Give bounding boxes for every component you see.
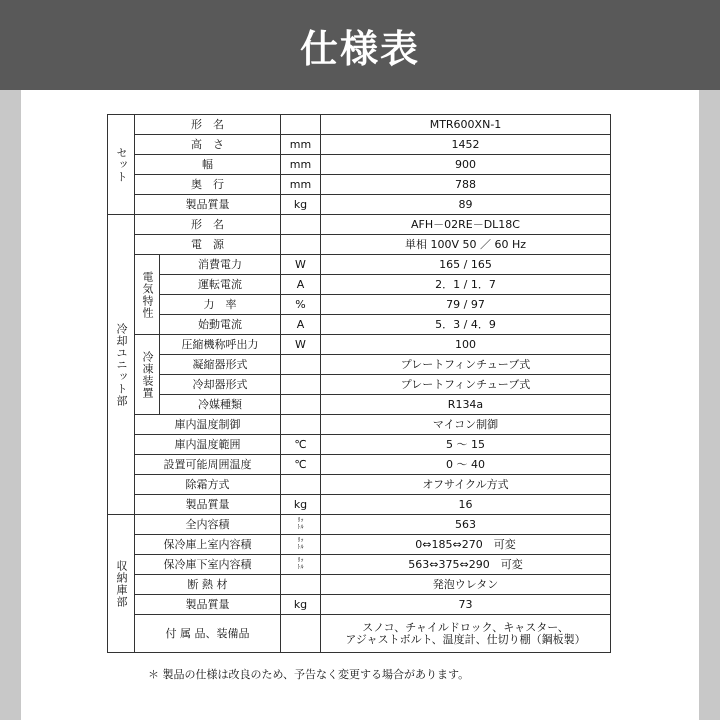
spec-table <box>107 114 611 653</box>
table-row <box>108 175 611 195</box>
row-value: 単相 100V 50 ／ 60 Hz <box>321 235 611 255</box>
table-row <box>108 455 611 475</box>
row-value: プレートフィンチューブ式 <box>321 375 611 395</box>
row-value: 165 / 165 <box>321 255 611 275</box>
row-value: マイコン制御 <box>321 415 611 435</box>
row-label: 高 さ <box>135 135 281 155</box>
table-row <box>108 135 611 155</box>
table-row <box>108 535 611 555</box>
row-value: R134a <box>321 395 611 415</box>
row-unit: A <box>281 275 321 295</box>
row-value: オフサイクル方式 <box>321 475 611 495</box>
row-unit <box>281 395 321 415</box>
row-value: 563⇔375⇔290 可変 <box>321 555 611 575</box>
row-unit: ℃ <box>281 455 321 475</box>
row-label: 始動電流 <box>160 315 281 335</box>
row-label: 庫内温度範囲 <box>135 435 281 455</box>
row-label: 冷却器形式 <box>160 375 281 395</box>
row-value: 100 <box>321 335 611 355</box>
row-value: 0⇔185⇔270 可変 <box>321 535 611 555</box>
row-label: 幅 <box>135 155 281 175</box>
row-value: 788 <box>321 175 611 195</box>
row-label: 形 名 <box>135 115 281 135</box>
table-row <box>108 495 611 515</box>
row-value: 563 <box>321 515 611 535</box>
row-label: 力 率 <box>160 295 281 315</box>
row-value: AFH－02RE－DL18C <box>321 215 611 235</box>
row-unit <box>281 215 321 235</box>
table-row <box>108 315 611 335</box>
table-row <box>108 235 611 255</box>
table-row <box>108 335 611 355</box>
table-row <box>108 615 611 653</box>
row-unit <box>281 515 321 535</box>
table-row <box>108 195 611 215</box>
row-unit <box>281 615 321 653</box>
row-label: 保冷庫下室内容積 <box>135 555 281 575</box>
liter-unit: ﾘｯ ﾄﾙ <box>297 517 304 531</box>
row-label: 電 源 <box>135 235 281 255</box>
row-unit: % <box>281 295 321 315</box>
table-row <box>108 435 611 455</box>
table-row <box>108 395 611 415</box>
section-cooling-unit: 冷却ユニット部 <box>108 215 135 515</box>
table-row <box>108 355 611 375</box>
row-unit <box>281 575 321 595</box>
row-label: 断 熱 材 <box>135 575 281 595</box>
table-row <box>108 275 611 295</box>
title-banner <box>0 0 720 90</box>
row-label: 設置可能周囲温度 <box>135 455 281 475</box>
row-unit: mm <box>281 135 321 155</box>
row-label: 奥 行 <box>135 175 281 195</box>
row-value: MTR600XN-1 <box>321 115 611 135</box>
row-label: 付 属 品、装備品 <box>135 615 281 653</box>
row-value: 0 ～ 40 <box>321 455 611 475</box>
row-unit: mm <box>281 175 321 195</box>
footnote: ＊ 製品の仕様は改良のため、予告なく変更する場合があります。 <box>148 668 470 681</box>
row-unit <box>281 555 321 575</box>
row-value: 2．1 / 1．7 <box>321 275 611 295</box>
row-unit <box>281 475 321 495</box>
subsection-electrical: 電気特性 <box>135 255 160 335</box>
table-row <box>108 115 611 135</box>
page-title: 仕様表 <box>299 26 420 71</box>
row-value: プレートフィンチューブ式 <box>321 355 611 375</box>
table-row <box>108 515 611 535</box>
table-row <box>108 595 611 615</box>
table-row <box>108 155 611 175</box>
table-row <box>108 415 611 435</box>
table-row <box>108 575 611 595</box>
row-value: スノコ、チャイルドロック、キャスター、 アジャストボルト、温度計、仕切り棚（鋼板製） <box>321 615 611 653</box>
row-unit <box>281 355 321 375</box>
row-label: 製品質量 <box>135 195 281 215</box>
row-value: 79 / 97 <box>321 295 611 315</box>
row-value: 1452 <box>321 135 611 155</box>
row-unit <box>281 415 321 435</box>
row-label: 製品質量 <box>135 495 281 515</box>
row-unit: mm <box>281 155 321 175</box>
row-value: 16 <box>321 495 611 515</box>
row-label: 凝縮器形式 <box>160 355 281 375</box>
row-label: 形 名 <box>135 215 281 235</box>
row-unit: A <box>281 315 321 335</box>
row-label: 庫内温度制御 <box>135 415 281 435</box>
row-label: 冷媒種類 <box>160 395 281 415</box>
row-unit: kg <box>281 495 321 515</box>
row-value: 5．3 / 4．9 <box>321 315 611 335</box>
section-set: セット <box>108 115 135 215</box>
row-value: 発泡ウレタン <box>321 575 611 595</box>
row-label: 保冷庫上室内容積 <box>135 535 281 555</box>
row-unit: kg <box>281 195 321 215</box>
liter-unit: ﾘｯ ﾄﾙ <box>297 557 304 571</box>
row-label: 全内容積 <box>135 515 281 535</box>
table-row <box>108 375 611 395</box>
section-storage: 収納庫部 <box>108 515 135 653</box>
row-unit: kg <box>281 595 321 615</box>
table-row <box>108 215 611 235</box>
subsection-refrigeration: 冷凍装置 <box>135 335 160 415</box>
row-value: 900 <box>321 155 611 175</box>
table-row <box>108 555 611 575</box>
row-unit <box>281 375 321 395</box>
row-unit <box>281 535 321 555</box>
row-label: 製品質量 <box>135 595 281 615</box>
row-unit <box>281 235 321 255</box>
row-unit: W <box>281 335 321 355</box>
table-row <box>108 255 611 275</box>
row-unit: W <box>281 255 321 275</box>
table-row <box>108 295 611 315</box>
table-row <box>108 475 611 495</box>
row-label: 消費電力 <box>160 255 281 275</box>
row-value: 89 <box>321 195 611 215</box>
row-unit: ℃ <box>281 435 321 455</box>
row-value: 5 ～ 15 <box>321 435 611 455</box>
row-value: 73 <box>321 595 611 615</box>
row-label: 圧縮機称呼出力 <box>160 335 281 355</box>
row-unit <box>281 115 321 135</box>
row-label: 運転電流 <box>160 275 281 295</box>
row-label: 除霜方式 <box>135 475 281 495</box>
liter-unit: ﾘｯ ﾄﾙ <box>297 537 304 551</box>
